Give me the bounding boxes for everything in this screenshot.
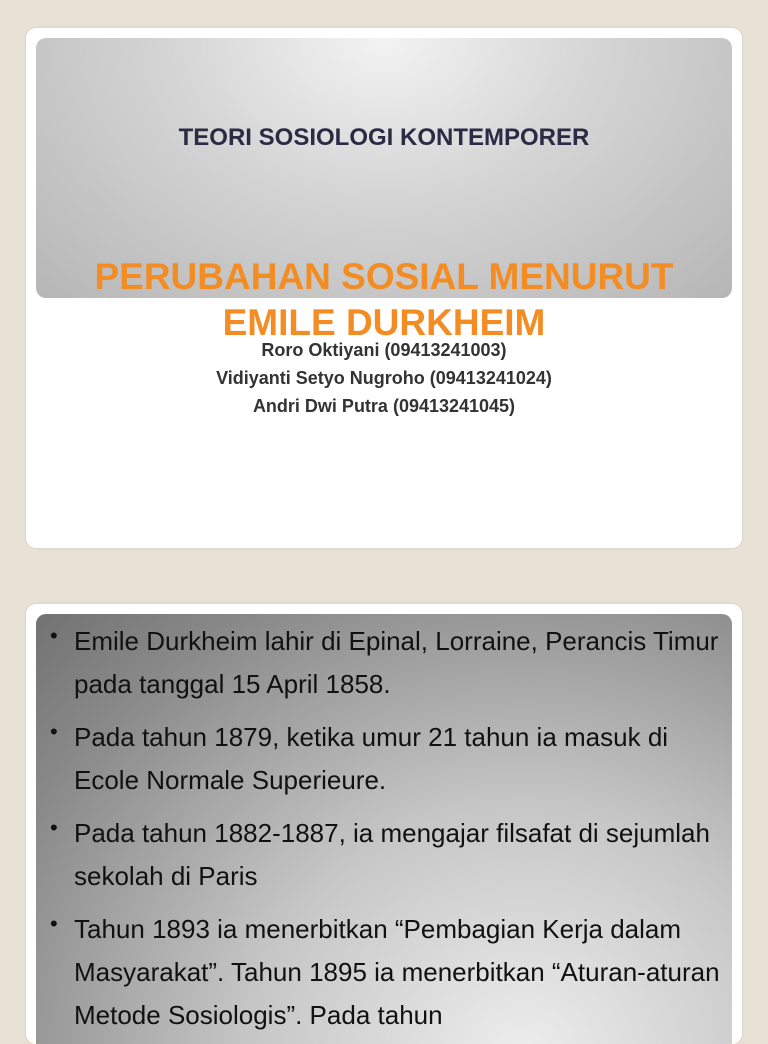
list-item xyxy=(48,716,728,802)
title-slide xyxy=(26,28,742,548)
list-item xyxy=(48,812,728,898)
presentation-title-line-1: PERUBAHAN SOSIAL MENURUT xyxy=(94,256,674,297)
biography-bullet-list xyxy=(48,620,728,1044)
course-title: TEORI SOSIOLOGI KONTEMPORER xyxy=(178,124,590,151)
presentation-title xyxy=(26,254,742,346)
list-item xyxy=(48,908,728,1037)
bullet-icon: • xyxy=(50,719,58,744)
bullet-text: Pada tahun 1882-1887, ia mengajar filsafat di sejumlah sekolah di Paris xyxy=(74,818,710,891)
author-name: Vidiyanti Setyo Nugroho (09413241024) xyxy=(216,368,552,388)
bullet-text: Pada tahun 1879, ketika umur 21 tahun ia masuk di Ecole Normale Superieure. xyxy=(74,722,669,795)
author-name: Roro Oktiyani (09413241003) xyxy=(261,340,507,360)
presentation-title-line-2: EMILE DURKHEIM xyxy=(222,302,546,343)
content-slide xyxy=(26,604,742,1044)
bullet-icon: • xyxy=(50,911,58,936)
author-list xyxy=(26,336,742,420)
list-item xyxy=(48,620,728,706)
bullet-text: Emile Durkheim lahir di Epinal, Lorraine, Perancis Timur pada tanggal 15 April 1858. xyxy=(74,626,719,699)
bullet-text: Tahun 1893 ia menerbitkan “Pembagian Kerja dalam Masyarakat”. Tahun 1895 ia menerbitkan “Aturan-aturan Metode Sosiologis”. Pada tahun xyxy=(74,914,720,1030)
bullet-icon: • xyxy=(50,623,58,648)
bullet-icon: • xyxy=(50,815,58,840)
author-name: Andri Dwi Putra (09413241045) xyxy=(252,396,516,416)
